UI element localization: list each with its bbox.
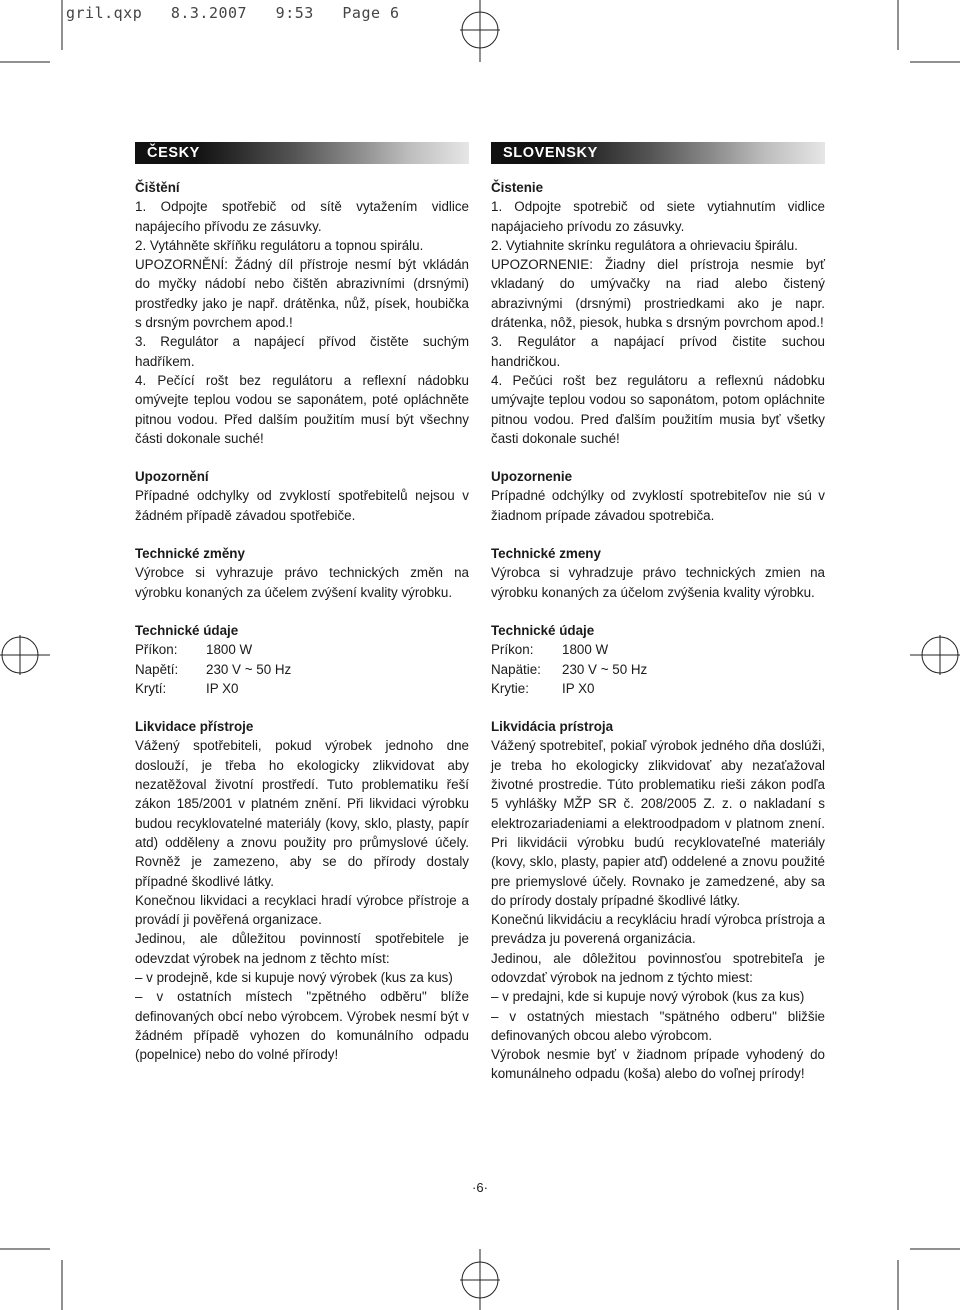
spec-row: Napětí: 230 V ~ 50 Hz	[135, 661, 292, 677]
section-heading: Technické změny	[135, 546, 245, 562]
section-heading: Čistenie	[491, 180, 544, 195]
list-item: – v ostatných miestach "spätného odberu" bližšie definovaných obcou alebo výrobcom.	[491, 1008, 825, 1043]
section-heading: Technické údaje	[135, 622, 239, 638]
list-item: – v predajni, kde si kupuje nový výrobok (kus za kus)	[491, 989, 805, 1005]
paragraph: 3. Regulátor a napájací prívod čistite suchou handričkou.	[491, 334, 825, 369]
paragraph: 1. Odpojte spotřebič od sítě vytažením vidlice napájecího přívodu ze zásuvky.	[135, 199, 469, 234]
paragraph: Výrobce si vyhrazuje právo technických změn na výrobku konaných za účelem zvýšení kvality výrobku.	[135, 565, 469, 600]
paragraph: 4. Pečúci rošt bez regulátoru a reflexnú nádobku umývajte teplou vodou so saponátom, potom opláchnite pitnou vodou. Pred ďalším použitím musia byť všetky časti dokonale suché!	[491, 372, 825, 446]
language-label: SLOVENSKY	[503, 145, 598, 161]
list-item: – v ostatních místech "zpětného odběru" blíže definovaných obcí nebo výrobcem. Výrobek nesmí být v žádném případě vyhozen do komunálního odpadu (popelnice) nebo do volné přírody!	[135, 989, 469, 1063]
paragraph: Vážený spotrebiteľ, pokiaľ výrobok jedného dňa doslúži, je treba ho ekologicky zlikvidovať aby nezaťažoval životné prostredie. Túto problematiku rieši zákon podľa 5 vyhlášky MŽP SR č. 208/2005 Z. z. o nakladaní s elektrozariadeniami a elektroodpadom v platnom znení. Pri likvidácii výrobku budú recyklovateľné materiály (kovy, sklo, plasty, papier atď) oddelené a znovu použité pre priemyslové účely. Rovnako je zamedzené, aby sa do prírody dostaly prípadné škodlivé látky.	[491, 738, 825, 908]
paragraph: Konečnou likvidaci a recyklaci hradí výrobce přístroje a provádí ji pověřená organizace.	[135, 892, 469, 928]
paragraph: Jedinou, ale dôležitou povinnosťou spotrebiteľa je odovzdať výrobok na jednom z týchto miest:	[491, 950, 825, 985]
page-number: ·6·	[472, 1180, 488, 1195]
spec-row: Napätie: 230 V ~ 50 Hz	[491, 661, 648, 677]
spec-row: Krytí: IP X0	[135, 680, 239, 696]
slovak-column	[491, 142, 825, 1084]
language-label: ČESKY	[147, 145, 200, 161]
print-slug: gril.qxp 8.3.2007 9:53 Page 6	[66, 4, 400, 22]
section-heading: Upozornenie	[491, 469, 573, 485]
section-heading: Technické údaje	[491, 622, 595, 638]
paragraph: 3. Regulátor a napájecí přívod čistěte suchým hadříkem.	[135, 334, 469, 369]
paragraph: Výrobok nesmie byť v žiadnom prípade vyhodený do komunálneho odpadu (koša) alebo do voľnej prírody!	[491, 1047, 825, 1082]
spec-row: Krytie: IP X0	[491, 680, 595, 696]
section-heading: Technické zmeny	[491, 546, 601, 562]
section-heading: Likvidace přístroje	[135, 719, 254, 735]
language-band	[491, 142, 825, 164]
paragraph: UPOZORNĚNÍ: Žádný díl přístroje nesmí být vkládán do myčky nádobí nebo čištěn abrazivními (drsnými) prostředky jako je např. drátěnka, nůž, písek, houbička s drsným povrchem apod.!	[135, 257, 469, 331]
paragraph: 4. Pečící rošt bez regulátoru a reflexní nádobku omývejte teplou vodou se saponátem, poté opláchněte pitnou vodou. Před dalším použitím musí být všechny části dokonale suché!	[135, 372, 469, 446]
paragraph: Konečnú likvidáciu a recykláciu hradí výrobca prístroja a prevádza ju poverená organizácia.	[491, 912, 825, 947]
paragraph: 1. Odpojte spotrebič od siete vytiahnutím vidlice napájacieho prívodu zo zásuvky.	[491, 199, 825, 234]
spec-row: Příkon: 1800 W	[135, 642, 253, 658]
paragraph: Vážený spotřebiteli, pokud výrobek jednoho dne doslouží, je třeba ho ekologicky zlikvidovat aby nezatěžoval životní prostředí. Tuto problematiku řeší zákon 185/2001 v platném znění. Při likvidaci výrobku budou recyklovatelné materiály (kovy, sklo, plasty, papír atd) odděleny a znovu použity pro průmyslové účely. Rovněž je zamezeno, aby se do přírody dostaly případné škodlivé látky.	[135, 738, 469, 889]
paragraph: Jedinou, ale důležitou povinností spotřebitele je odevzdat výrobek na jednom z těchto míst:	[135, 931, 469, 966]
paragraph: 2. Vytáhněte skříňku regulátoru a topnou spirálu.	[135, 237, 424, 253]
list-item: – v prodejně, kde si kupuje nový výrobek (kus za kus)	[135, 969, 453, 985]
spec-row: Príkon: 1800 W	[491, 642, 609, 658]
paragraph: 2. Vytiahnite skrínku regulátora a ohrievaciu špirálu.	[491, 237, 798, 253]
paragraph: Případné odchylky od zvyklostí spotřebitelů nejsou v žádném případě závadou spotřebiče.	[135, 488, 469, 523]
section-heading: Upozornění	[135, 469, 209, 485]
paragraph: Výrobca si vyhradzuje právo technických zmien na výrobku konaných za účelom zvýšenia kvality výrobku.	[491, 565, 825, 600]
language-band	[135, 142, 469, 164]
section-heading: Likvidácia prístroja	[491, 719, 614, 735]
czech-column	[135, 142, 469, 1064]
section-heading: Čištění	[135, 180, 180, 195]
paragraph: UPOZORNENIE: Žiadny diel prístroja nesmie byť vkladaný do umývačky na riad alebo čistený abrazivnými (drsnými) prostriedkami ako je napr. drátenka, nôž, piesok, hubka s drsným povrchom apod.!	[491, 257, 825, 331]
paragraph: Prípadné odchýlky od zvyklostí spotrebiteľov nie sú v žiadnom prípade závadou spotrebiča.	[491, 488, 825, 523]
